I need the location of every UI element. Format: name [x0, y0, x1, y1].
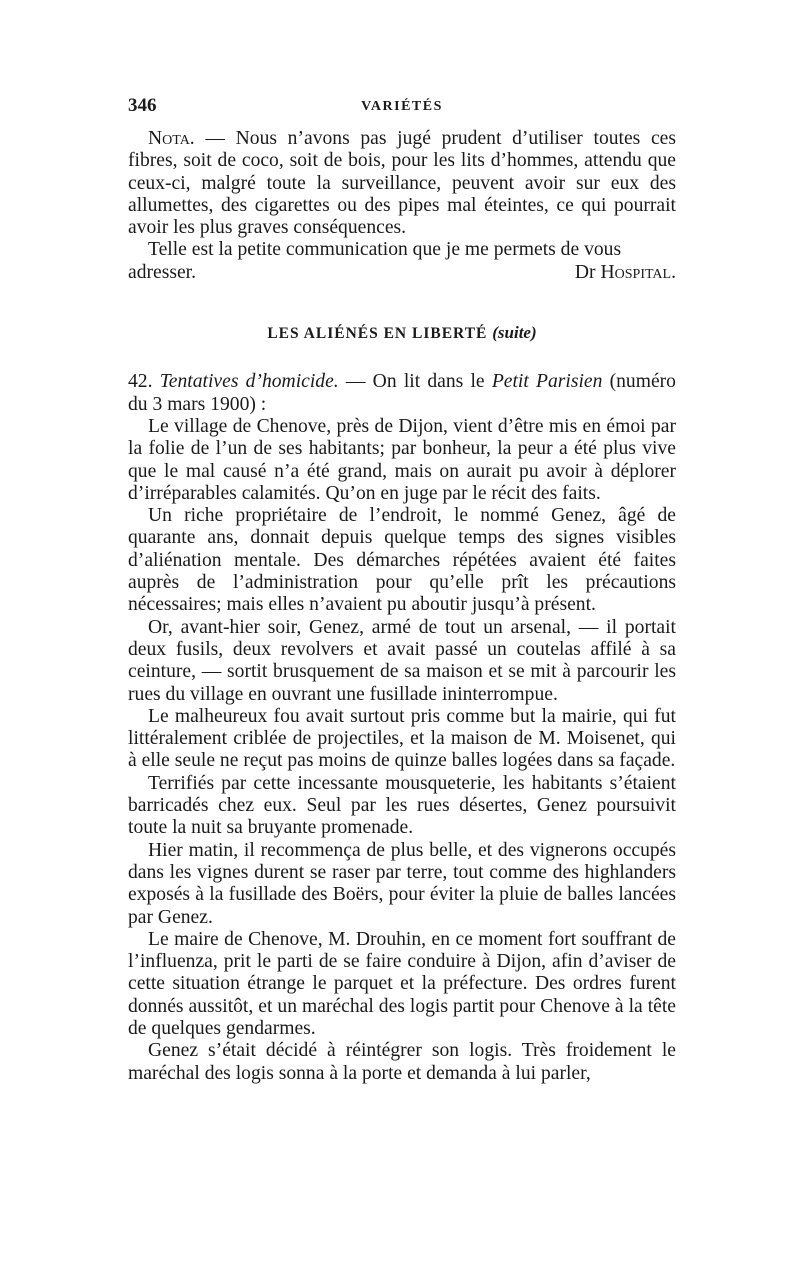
closing-line: Telle est la petite communication que je me permets de vous	[148, 239, 622, 261]
item-intro: — On lit dans le	[338, 371, 492, 393]
running-title: VARIÉTÉS	[361, 99, 443, 114]
signature-line	[128, 262, 676, 284]
body-paragraph: Hier matin, il recommença de plus belle, et des vignerons occupés dans les vignes durent se raser par terre, tout comme des highlanders exposés à la fusillade des Boërs, pour éviter la pluie de balles lancées par Genez.	[128, 839, 676, 928]
nota-text: — Nous n’avons pas jugé prudent d’utiliser toutes ces fibres, soit de coco, soit de bois, pour les lits d’hommes, attendu que ceux-ci, malgré toute la surveillance, peuvent avoir sur eux des allumettes, des cigarettes ou des pipes mal éteintes, ce qui pourrait avoir les plus graves conséquences.	[128, 128, 676, 239]
body-paragraph: Genez s’était décidé à réintégrer son logis. Très froidement le maréchal des logis sonna à la porte et demanda à lui parler,	[128, 1040, 676, 1084]
item-number: 42.	[128, 371, 153, 393]
closing-end: adresser.	[128, 261, 197, 283]
page-header	[128, 95, 676, 119]
item-date: (numéro du 3 mars 1900) :	[128, 371, 676, 415]
body-paragraph: Terrifiés par cette incessante mousqueterie, les habitants s’étaient barricadés chez eux. Seul par les rues désertes, Genez poursuivit toute la nuit sa bruyante promenade.	[128, 772, 676, 839]
item-42-heading	[128, 371, 676, 416]
body-paragraph: Le malheureux fou avait surtout pris comme but la mairie, qui fut littéralement criblée de projectiles, et la maison de M. Moisenet, qui à elle seule ne reçut pas moins de quinze balles logées dans sa façade.	[128, 705, 676, 772]
body-paragraph: Le maire de Chenove, M. Drouhin, en ce moment fort souffrant de l’influenza, prit le parti de se faire conduire à Dijon, afin d’aviser de cette situation étrange le parquet et la préfecture. Des ordres furent donnés aussitôt, et un maréchal des logis partit pour Chenove à la tête de quelques gendarmes.	[128, 928, 676, 1039]
section-suffix: (suite)	[492, 323, 537, 343]
section-heading	[128, 322, 676, 345]
nota-lead: Nota.	[148, 128, 195, 149]
body-paragraph: Un riche propriétaire de l’endroit, le nommé Genez, âgé de quarante ans, donnait depuis quelque temps des signes visibles d’aliénation mentale. Des démarches répétées avaient été faites auprès de l’administration pour qu’elle prît les précautions nécessaires; mais elles n’avaient pu aboutir jusqu’à présent.	[128, 505, 676, 616]
section-title: LES ALIÉNÉS EN LIBERTÉ	[267, 325, 488, 343]
body-paragraph: Le village de Chenove, près de Dijon, vient d’être mis en émoi par la folie de l’un de ses habitants; par bonheur, la peur a été plus vive que le mal causé n’a été grand, mais on aurait pu avoir à déplorer d’irréparables calamités. Qu’on en juge par le récit des faits.	[128, 415, 676, 504]
body-text	[128, 128, 676, 1085]
nota-paragraph	[128, 128, 676, 239]
item-title: Tentatives d’homicide.	[159, 371, 339, 393]
signature-name: Hospital.	[600, 261, 676, 283]
signature	[575, 262, 676, 284]
body-paragraph: Or, avant-hier soir, Genez, armé de tout un arsenal, — il portait deux fusils, deux revolvers et avait passé un coutelas affilé à sa ceinture, — sortit brusquement de sa maison et se mit à parcourir les rues du village en ouvrant une fusillade ininterrompue.	[128, 616, 676, 705]
signature-title: Dr	[574, 261, 596, 283]
page-number: 346	[128, 95, 157, 116]
item-source: Petit Parisien	[491, 371, 603, 393]
